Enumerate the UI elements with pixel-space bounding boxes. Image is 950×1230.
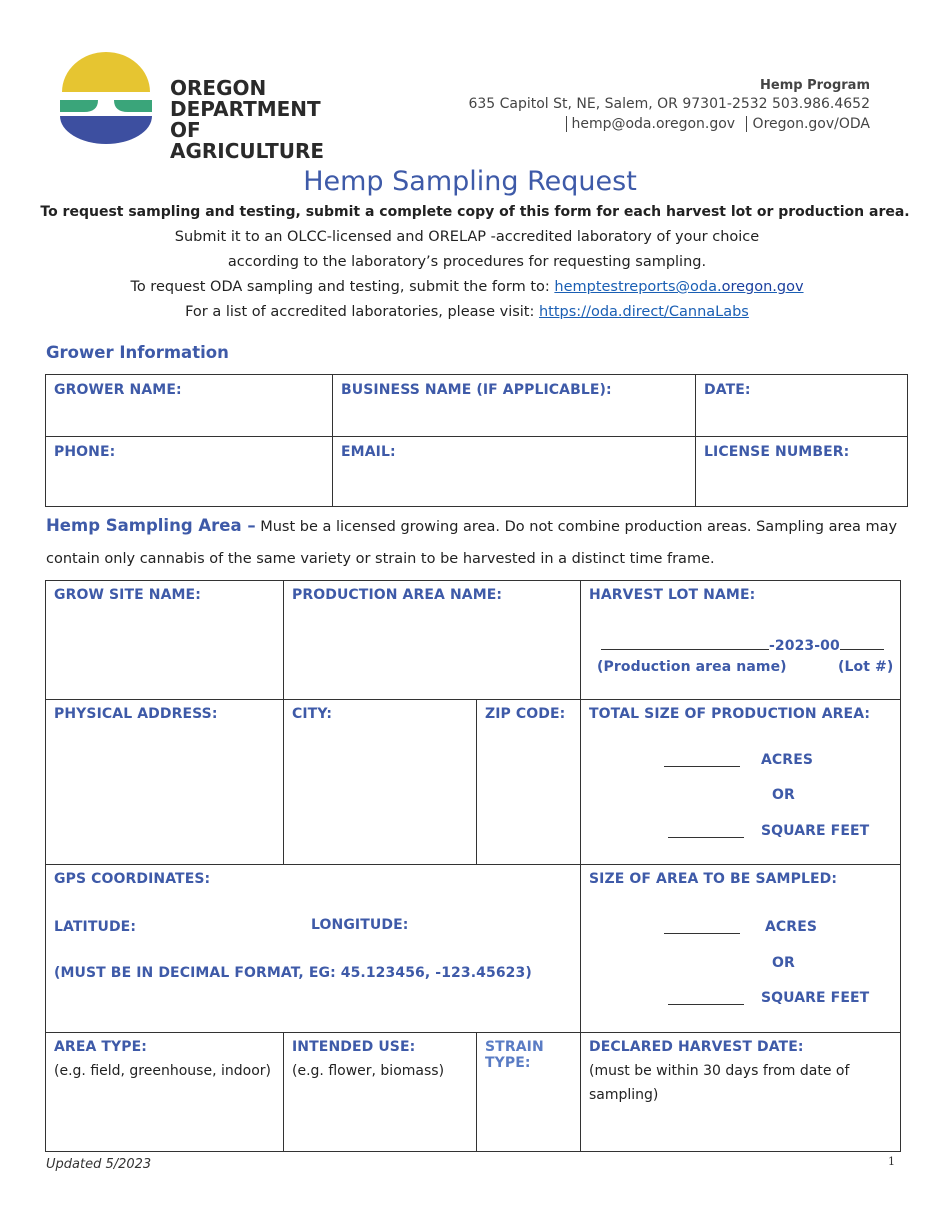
sampled-acres-blank[interactable] xyxy=(664,919,740,934)
size-sampled-cell[interactable] xyxy=(581,865,901,1033)
address: 635 Capitol St, NE, Salem, OR 97301-2532 503.986.4652 xyxy=(468,96,870,112)
total-size-cell[interactable] xyxy=(581,700,901,865)
email-cell[interactable] xyxy=(333,437,696,507)
contact-line xyxy=(566,116,870,132)
longitude-label: LONGITUDE: xyxy=(311,917,409,933)
total-sqft-label: SQUARE FEET xyxy=(761,823,870,839)
size-sampled-label: SIZE OF AREA TO BE SAMPLED: xyxy=(589,871,838,887)
intro-line-4-text: To request ODA sampling and testing, submit the form to: xyxy=(130,279,555,295)
area-type-label: AREA TYPE: xyxy=(54,1039,147,1055)
oda-email-link[interactable] xyxy=(554,279,803,295)
oda-email-link-a: hemptestreports@oda. xyxy=(554,279,722,295)
sampling-table xyxy=(45,580,901,1152)
sampled-acres-label: ACRES xyxy=(765,919,818,935)
sampling-note-b: contain only cannabis of the same variety or strain to be harvested in a distinct time frame. xyxy=(46,551,715,567)
area-type-cell[interactable] xyxy=(46,1033,284,1152)
grow-site-cell[interactable] xyxy=(46,581,284,700)
harvest-lot-label: HARVEST LOT NAME: xyxy=(589,587,756,603)
total-or-label: OR xyxy=(772,787,795,803)
license-label: LICENSE NUMBER: xyxy=(704,444,850,460)
gps-label: GPS COORDINATES: xyxy=(54,871,211,887)
date-cell[interactable] xyxy=(696,375,908,437)
latitude-label: LATITUDE: xyxy=(54,919,137,935)
intended-use-cell[interactable] xyxy=(284,1033,477,1152)
oda-logo xyxy=(58,52,358,163)
zip-cell[interactable] xyxy=(477,700,581,865)
harvest-lot-format xyxy=(601,635,884,654)
grower-name-cell[interactable] xyxy=(46,375,333,437)
cannalabs-link[interactable]: https://oda.direct/CannaLabs xyxy=(538,304,749,320)
contact-website[interactable]: Oregon.gov/ODA xyxy=(746,116,870,132)
harvest-lot-mid: -2023-00 xyxy=(769,638,840,654)
gps-note: (MUST BE IN DECIMAL FORMAT, EG: 45.123456, -123.45623) xyxy=(54,965,532,981)
harvest-lot-name-hint: (Production area name) xyxy=(597,659,787,675)
logo-line-3: AGRICULTURE xyxy=(170,139,325,163)
intended-use-hint: (e.g. flower, biomass) xyxy=(292,1063,445,1079)
email-label: EMAIL: xyxy=(341,444,396,460)
physical-address-cell[interactable] xyxy=(46,700,284,865)
sampled-sqft-blank[interactable] xyxy=(668,990,744,1005)
sampling-heading: Hemp Sampling Area – xyxy=(46,516,256,535)
gps-cell[interactable] xyxy=(46,865,581,1033)
phone-cell[interactable] xyxy=(46,437,333,507)
intro-line-4 xyxy=(0,279,942,295)
sampled-or-label: OR xyxy=(772,955,795,971)
intro-line-5-text: For a list of accredited laboratories, please visit: xyxy=(185,304,539,320)
total-size-label: TOTAL SIZE OF PRODUCTION AREA: xyxy=(589,706,871,722)
business-name-cell[interactable] xyxy=(333,375,696,437)
sampling-note-a: Must be a licensed growing area. Do not combine production areas. Sampling area may xyxy=(255,519,898,535)
license-cell[interactable] xyxy=(696,437,908,507)
total-sqft-blank[interactable] xyxy=(668,823,744,838)
grower-name-label: GROWER NAME: xyxy=(54,382,182,398)
production-area-cell[interactable] xyxy=(284,581,581,700)
harvest-date-hint-a: (must be within 30 days from date of xyxy=(589,1063,850,1079)
sampling-heading-line xyxy=(46,516,906,535)
production-area-blank[interactable] xyxy=(601,635,769,650)
harvest-lot-num-hint: (Lot #) xyxy=(838,659,894,675)
page-number: 1 xyxy=(888,1155,895,1168)
sampled-sqft-label: SQUARE FEET xyxy=(761,990,870,1006)
total-acres-label: ACRES xyxy=(761,752,814,768)
zip-label: ZIP CODE: xyxy=(485,706,566,722)
contact-email[interactable]: hemp@oda.oregon.gov xyxy=(566,116,735,132)
oda-logo-mark xyxy=(58,52,154,144)
logo-line-2: DEPARTMENT OF xyxy=(170,97,321,142)
date-label: DATE: xyxy=(704,382,751,398)
oda-email-link-b: oregon.gov xyxy=(721,279,804,295)
intro-line-2: Submit it to an OLCC-licensed and ORELAP -accredited laboratory of your choice xyxy=(174,229,760,245)
city-label: CITY: xyxy=(292,706,333,722)
intro-line-5 xyxy=(0,304,942,320)
program-name: Hemp Program xyxy=(760,78,870,93)
city-cell[interactable] xyxy=(284,700,477,865)
harvest-date-hint-b: sampling) xyxy=(589,1087,659,1103)
harvest-date-cell[interactable] xyxy=(581,1033,901,1152)
physical-address-label: PHYSICAL ADDRESS: xyxy=(54,706,218,722)
strain-type-cell[interactable] xyxy=(477,1033,581,1152)
strain-type-label: STRAIN TYPE: xyxy=(485,1039,544,1071)
grower-heading: Grower Information xyxy=(46,343,229,362)
harvest-lot-cell[interactable] xyxy=(581,581,901,700)
page-title: Hemp Sampling Request xyxy=(303,166,637,197)
grow-site-label: GROW SITE NAME: xyxy=(54,587,201,603)
grower-table xyxy=(45,374,908,507)
area-type-hint: (e.g. field, greenhouse, indoor) xyxy=(54,1063,271,1079)
total-acres-blank[interactable] xyxy=(664,752,740,767)
harvest-date-label: DECLARED HARVEST DATE: xyxy=(589,1039,804,1055)
logo-line-1: OREGON xyxy=(170,76,267,100)
production-area-label: PRODUCTION AREA NAME: xyxy=(292,587,503,603)
business-name-label: BUSINESS NAME (IF APPLICABLE): xyxy=(341,382,612,398)
updated-date: Updated 5/2023 xyxy=(46,1157,152,1172)
lot-number-blank[interactable] xyxy=(840,635,884,650)
intro-line-3: according to the laboratory’s procedures for requesting sampling. xyxy=(227,254,707,270)
intended-use-label: INTENDED USE: xyxy=(292,1039,416,1055)
phone-label: PHONE: xyxy=(54,444,116,460)
intro-bold: To request sampling and testing, submit a complete copy of this form for each harvest lot or production area. xyxy=(40,204,910,220)
